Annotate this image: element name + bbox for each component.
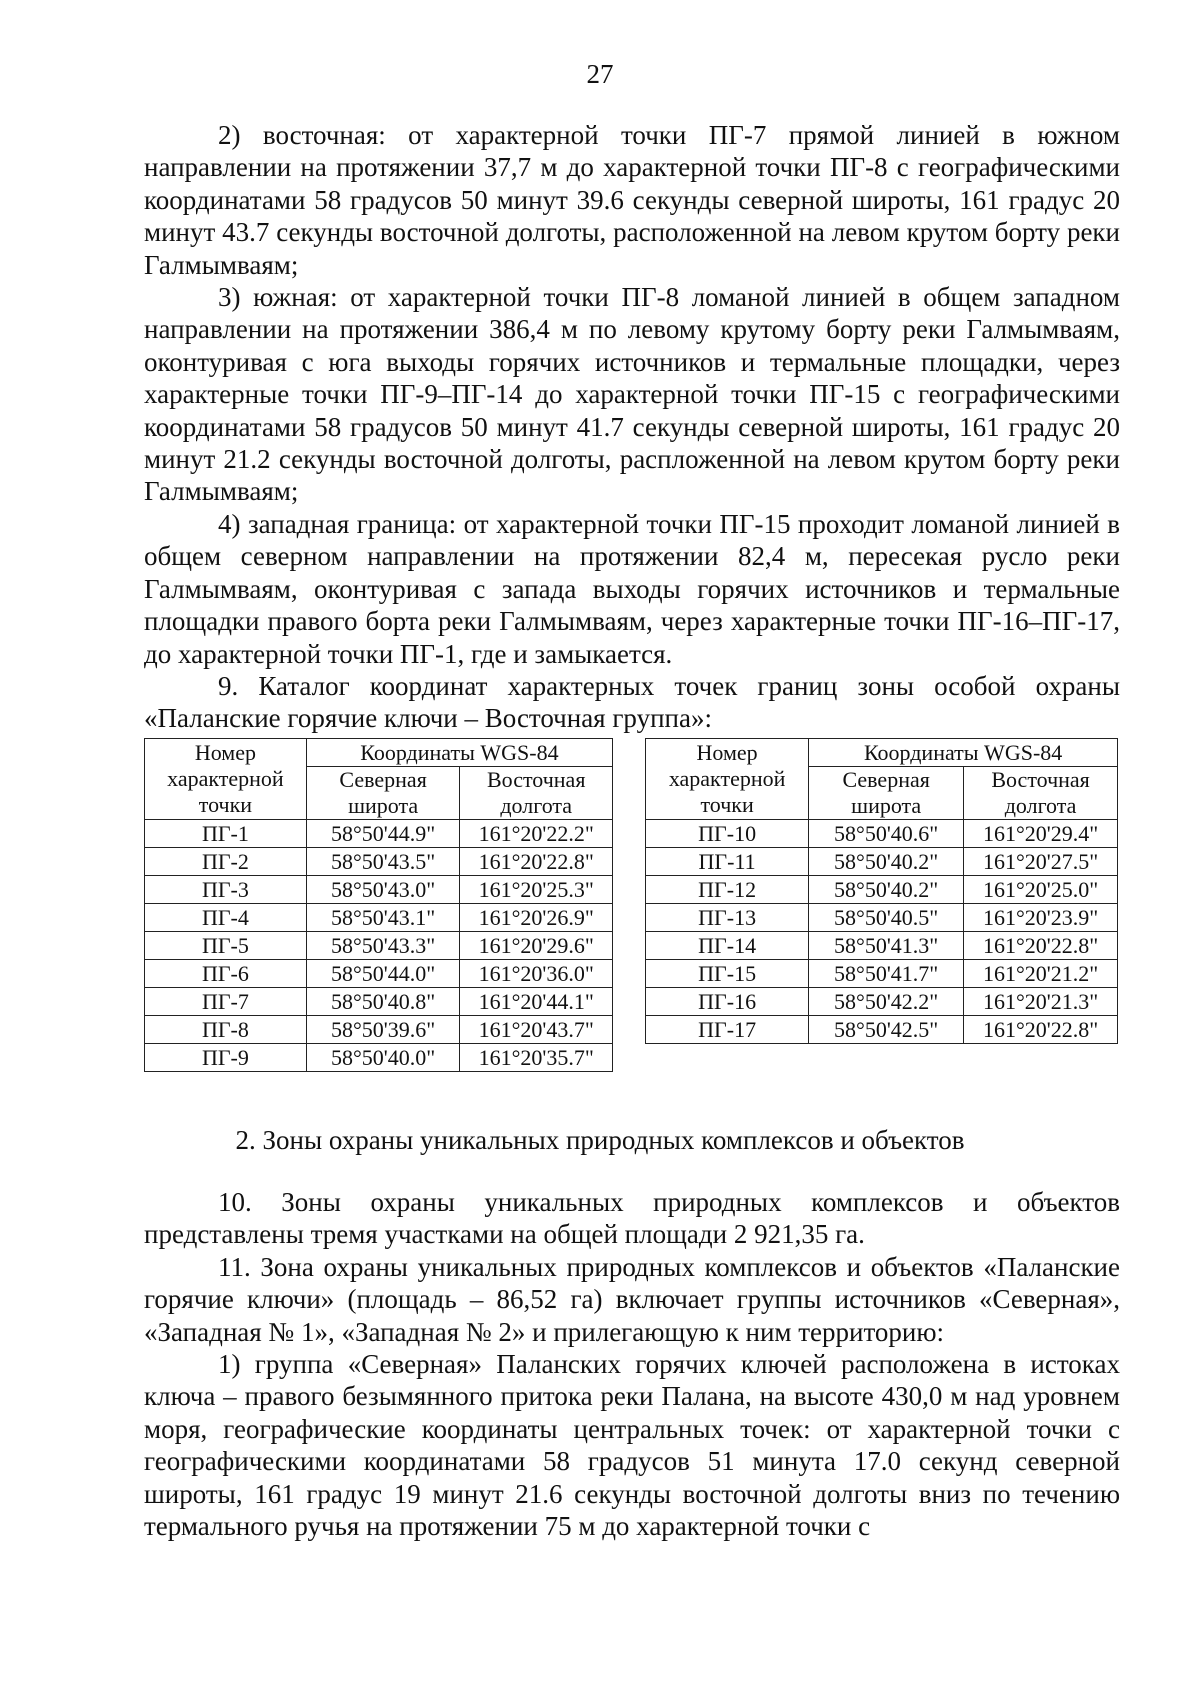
page-number: 27: [586, 59, 614, 89]
body-text-bottom: [144, 1186, 1120, 1542]
table-row: [646, 848, 1118, 876]
header-latitude: Северная широта: [809, 767, 964, 820]
table-row: [646, 876, 1118, 904]
cell-longitude: 161°20'44.1": [460, 988, 613, 1016]
cell-point-number: ПГ-11: [646, 848, 809, 876]
cell-point-number: ПГ-2: [145, 848, 307, 876]
paragraph-catalog-intro: 9. Каталог координат характерных точек границ зоны особой охраны «Паланские горячие ключи – Восточная группа»:: [144, 670, 1120, 734]
header-point-number: Номер характерной точки: [145, 739, 307, 820]
table-row: [145, 932, 613, 960]
table-row: [145, 820, 613, 848]
cell-longitude: 161°20'22.8": [964, 932, 1118, 960]
table-row: [145, 1016, 613, 1044]
table-row: [145, 904, 613, 932]
cell-longitude: 161°20'22.8": [460, 848, 613, 876]
cell-point-number: ПГ-3: [145, 876, 307, 904]
table-left-body: [145, 820, 613, 1072]
cell-longitude: 161°20'36.0": [460, 960, 613, 988]
cell-longitude: 161°20'21.2": [964, 960, 1118, 988]
cell-point-number: ПГ-5: [145, 932, 307, 960]
cell-longitude: 161°20'22.2": [460, 820, 613, 848]
cell-longitude: 161°20'26.9": [460, 904, 613, 932]
paragraph-north-group: 1) группа «Северная» Паланских горячих ключей расположена в истоках ключа – правого безымянного притока реки Палана, на высоте 430,0 м над уровнем моря, географические координаты центральных точек: от характерной точки с географическими координатами 58 градусов 51 минута 17.0 секунд северной широты, 161 градус 19 минут 21.6 секунды восточной долготы вниз по течению термального ручья на протяжении 75 м до характерной точки с: [144, 1349, 1120, 1542]
cell-longitude: 161°20'22.8": [964, 1016, 1118, 1044]
cell-point-number: ПГ-1: [145, 820, 307, 848]
cell-latitude: 58°50'42.2": [809, 988, 964, 1016]
header-latitude: Северная широта: [306, 767, 460, 820]
coordinates-table-right: [645, 738, 1118, 1044]
cell-longitude: 161°20'43.7": [460, 1016, 613, 1044]
cell-point-number: ПГ-10: [646, 820, 809, 848]
cell-point-number: ПГ-8: [145, 1016, 307, 1044]
cell-point-number: ПГ-4: [145, 904, 307, 932]
cell-latitude: 58°50'43.5": [306, 848, 460, 876]
cell-latitude: 58°50'42.5": [809, 1016, 964, 1044]
paragraph-item-11: 11. Зона охраны уникальных природных комплексов и объектов «Паланские горячие ключи» (площадь – 86,52 га) включает группы источников «Северная», «Западная № 1», «Западная № 2» и прилегающую к ним территорию:: [144, 1251, 1120, 1347]
table-row: [145, 876, 613, 904]
cell-longitude: 161°20'23.9": [964, 904, 1118, 932]
cell-latitude: 58°50'44.9": [306, 820, 460, 848]
cell-point-number: ПГ-6: [145, 960, 307, 988]
cell-longitude: 161°20'29.4": [964, 820, 1118, 848]
cell-point-number: ПГ-16: [646, 988, 809, 1016]
coordinates-table-left: [144, 738, 613, 1072]
cell-point-number: ПГ-13: [646, 904, 809, 932]
paragraph-west-boundary: 4) западная граница: от характерной точки ПГ-15 проходит ломаной линией в общем северном направлении на протяжении 82,4 м, пересекая русло реки Галмымваям, оконтуривая с запада выходы горячих источников и термальные площадки правого борта реки Галмымваям, через характерные точки ПГ-16–ПГ-17, до характерной точки ПГ-1, где и замыкается.: [144, 508, 1120, 669]
cell-latitude: 58°50'40.2": [809, 848, 964, 876]
table-row: [145, 848, 613, 876]
cell-latitude: 58°50'40.0": [306, 1044, 460, 1072]
table-row: [646, 1016, 1118, 1044]
table-row: [145, 1044, 613, 1072]
cell-longitude: 161°20'25.3": [460, 876, 613, 904]
paragraph-south-boundary: 3) южная: от характерной точки ПГ-8 ломаной линией в общем западном направлении на протяжении 386,4 м по левому крутому борту реки Галмымваям, оконтуривая с юга выходы горячих источников и термальные площадки, через характерные точки ПГ-9–ПГ-14 до характерной точки ПГ-15 с географическими координатами 58 градусов 50 минут 41.7 секунды северной широты, 161 градус 20 минут 21.2 секунды восточной долготы, распложенной на левом крутом борту реки Галмымваям;: [144, 282, 1120, 507]
table-right-body: [646, 820, 1118, 1044]
header-point-number: Номер характерной точки: [646, 739, 809, 820]
table-row: [145, 988, 613, 1016]
paragraph-item-10: 10. Зоны охраны уникальных природных комплексов и объектов представлены тремя участками на общей площади 2 921,35 га.: [144, 1187, 1120, 1250]
body-text-top: [144, 119, 1120, 735]
cell-latitude: 58°50'40.5": [809, 904, 964, 932]
table-row: [646, 904, 1118, 932]
cell-latitude: 58°50'43.1": [306, 904, 460, 932]
cell-point-number: ПГ-7: [145, 988, 307, 1016]
header-longitude: Восточная долгота: [964, 767, 1118, 820]
header-coordinates: Координаты WGS-84: [809, 739, 1118, 767]
table-row: [646, 960, 1118, 988]
cell-point-number: ПГ-15: [646, 960, 809, 988]
cell-longitude: 161°20'21.3": [964, 988, 1118, 1016]
cell-point-number: ПГ-17: [646, 1016, 809, 1044]
cell-point-number: ПГ-12: [646, 876, 809, 904]
cell-latitude: 58°50'40.8": [306, 988, 460, 1016]
cell-latitude: 58°50'40.2": [809, 876, 964, 904]
table-row: [646, 932, 1118, 960]
cell-latitude: 58°50'43.3": [306, 932, 460, 960]
cell-longitude: 161°20'27.5": [964, 848, 1118, 876]
table-row: [145, 960, 613, 988]
cell-latitude: 58°50'43.0": [306, 876, 460, 904]
cell-latitude: 58°50'44.0": [306, 960, 460, 988]
cell-latitude: 58°50'40.6": [809, 820, 964, 848]
header-longitude: Восточная долгота: [460, 767, 613, 820]
paragraph-east-boundary: 2) восточная: от характерной точки ПГ-7 прямой линией в южном направлении на протяжении 37,7 м до характерной точки ПГ-8 с географическими координатами 58 градусов 50 минут 39.6 секунды северной широты, 161 градус 20 минут 43.7 секунды восточной долготы, расположенной на левом крутом борту реки Галмымваям;: [144, 120, 1120, 280]
cell-longitude: 161°20'25.0": [964, 876, 1118, 904]
table-row: [646, 988, 1118, 1016]
cell-point-number: ПГ-9: [145, 1044, 307, 1072]
cell-longitude: 161°20'29.6": [460, 932, 613, 960]
table-row: [646, 820, 1118, 848]
header-coordinates: Координаты WGS-84: [306, 739, 612, 767]
cell-latitude: 58°50'39.6": [306, 1016, 460, 1044]
cell-longitude: 161°20'35.7": [460, 1044, 613, 1072]
cell-latitude: 58°50'41.7": [809, 960, 964, 988]
section-heading: 2. Зоны охраны уникальных природных комплексов и объектов: [235, 1125, 965, 1155]
cell-point-number: ПГ-14: [646, 932, 809, 960]
cell-latitude: 58°50'41.3": [809, 932, 964, 960]
